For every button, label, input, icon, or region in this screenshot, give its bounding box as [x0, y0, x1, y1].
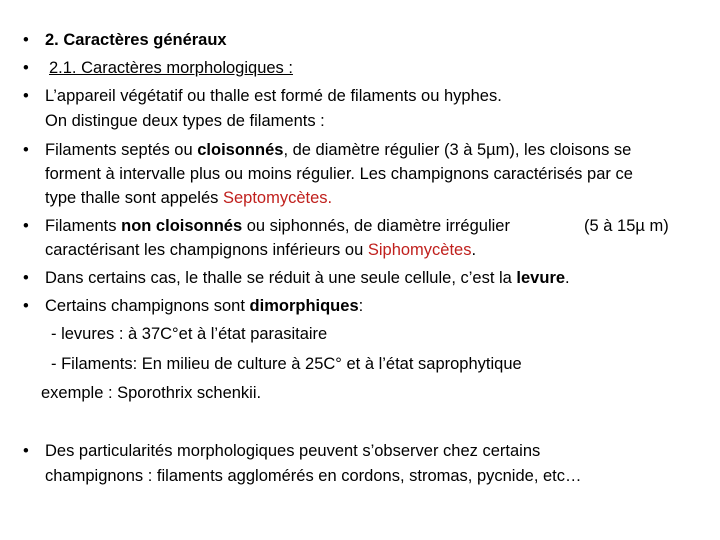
sub-item: - levures : à 37C°et à l’état parasitaire: [51, 325, 328, 343]
bullet: •: [23, 269, 29, 287]
text-span: .: [565, 269, 570, 287]
text-span: , de diamètre régulier (3 à 5µm), les cloisons se: [283, 141, 632, 159]
bullet: •: [23, 59, 29, 77]
paragraph-line: forment à intervalle plus ou moins régulier. Les champignons caractérisés par ce: [45, 165, 633, 183]
text-span: ou siphonnés, de diamètre irrégulier: [242, 217, 510, 235]
bullet: •: [23, 87, 29, 105]
bullet: •: [23, 217, 29, 235]
paragraph-line: On distingue deux types de filaments :: [45, 112, 325, 130]
text-span: type thalle sont appelés: [45, 189, 223, 207]
paragraph-line: [45, 270, 570, 287]
paragraph-line: [45, 298, 363, 315]
bold-term: cloisonnés: [197, 141, 284, 159]
paragraph-line: [45, 190, 332, 207]
text-span: :: [358, 297, 364, 315]
highlight-term: Septomycètes.: [222, 189, 333, 207]
bold-term: dimorphiques: [249, 297, 359, 315]
text-span: .: [471, 241, 477, 259]
section-title: 2. Caractères généraux: [45, 31, 227, 49]
highlight-term: Siphomycètes: [367, 241, 472, 259]
text-span: Dans certains cas, le thalle se réduit à une seule cellule, c’est la: [45, 269, 517, 287]
text-span: caractérisant les champignons inférieurs ou: [45, 241, 368, 259]
text-span: Certains champignons sont: [45, 297, 250, 315]
diameter-range: (5 à 15µ m): [584, 217, 669, 235]
paragraph-line: Des particularités morphologiques peuvent s’observer chez certains: [45, 442, 541, 460]
sub-item: - Filaments: En milieu de culture à 25C° et à l’état saprophytique: [51, 355, 522, 373]
paragraph-line: [45, 218, 510, 235]
text-span: Filaments: [45, 217, 122, 235]
bullet: •: [23, 141, 29, 159]
text-span: Filaments septés ou: [45, 141, 198, 159]
example-line: exemple : Sporothrix schenkii.: [41, 384, 262, 402]
section-subtitle: 2.1. Caractères morphologiques :: [49, 59, 293, 77]
bold-term: non cloisonnés: [121, 217, 243, 235]
paragraph-line: [45, 242, 476, 259]
paragraph-line: L’appareil végétatif ou thalle est formé de filaments ou hyphes.: [45, 87, 502, 105]
paragraph-line: [45, 142, 631, 159]
bullet: •: [23, 297, 29, 315]
bullet: •: [23, 442, 29, 460]
bold-term: levure: [516, 269, 566, 287]
bullet: •: [23, 31, 29, 49]
paragraph-line: champignons : filaments agglomérés en cordons, stromas, pycnide, etc…: [45, 467, 582, 485]
